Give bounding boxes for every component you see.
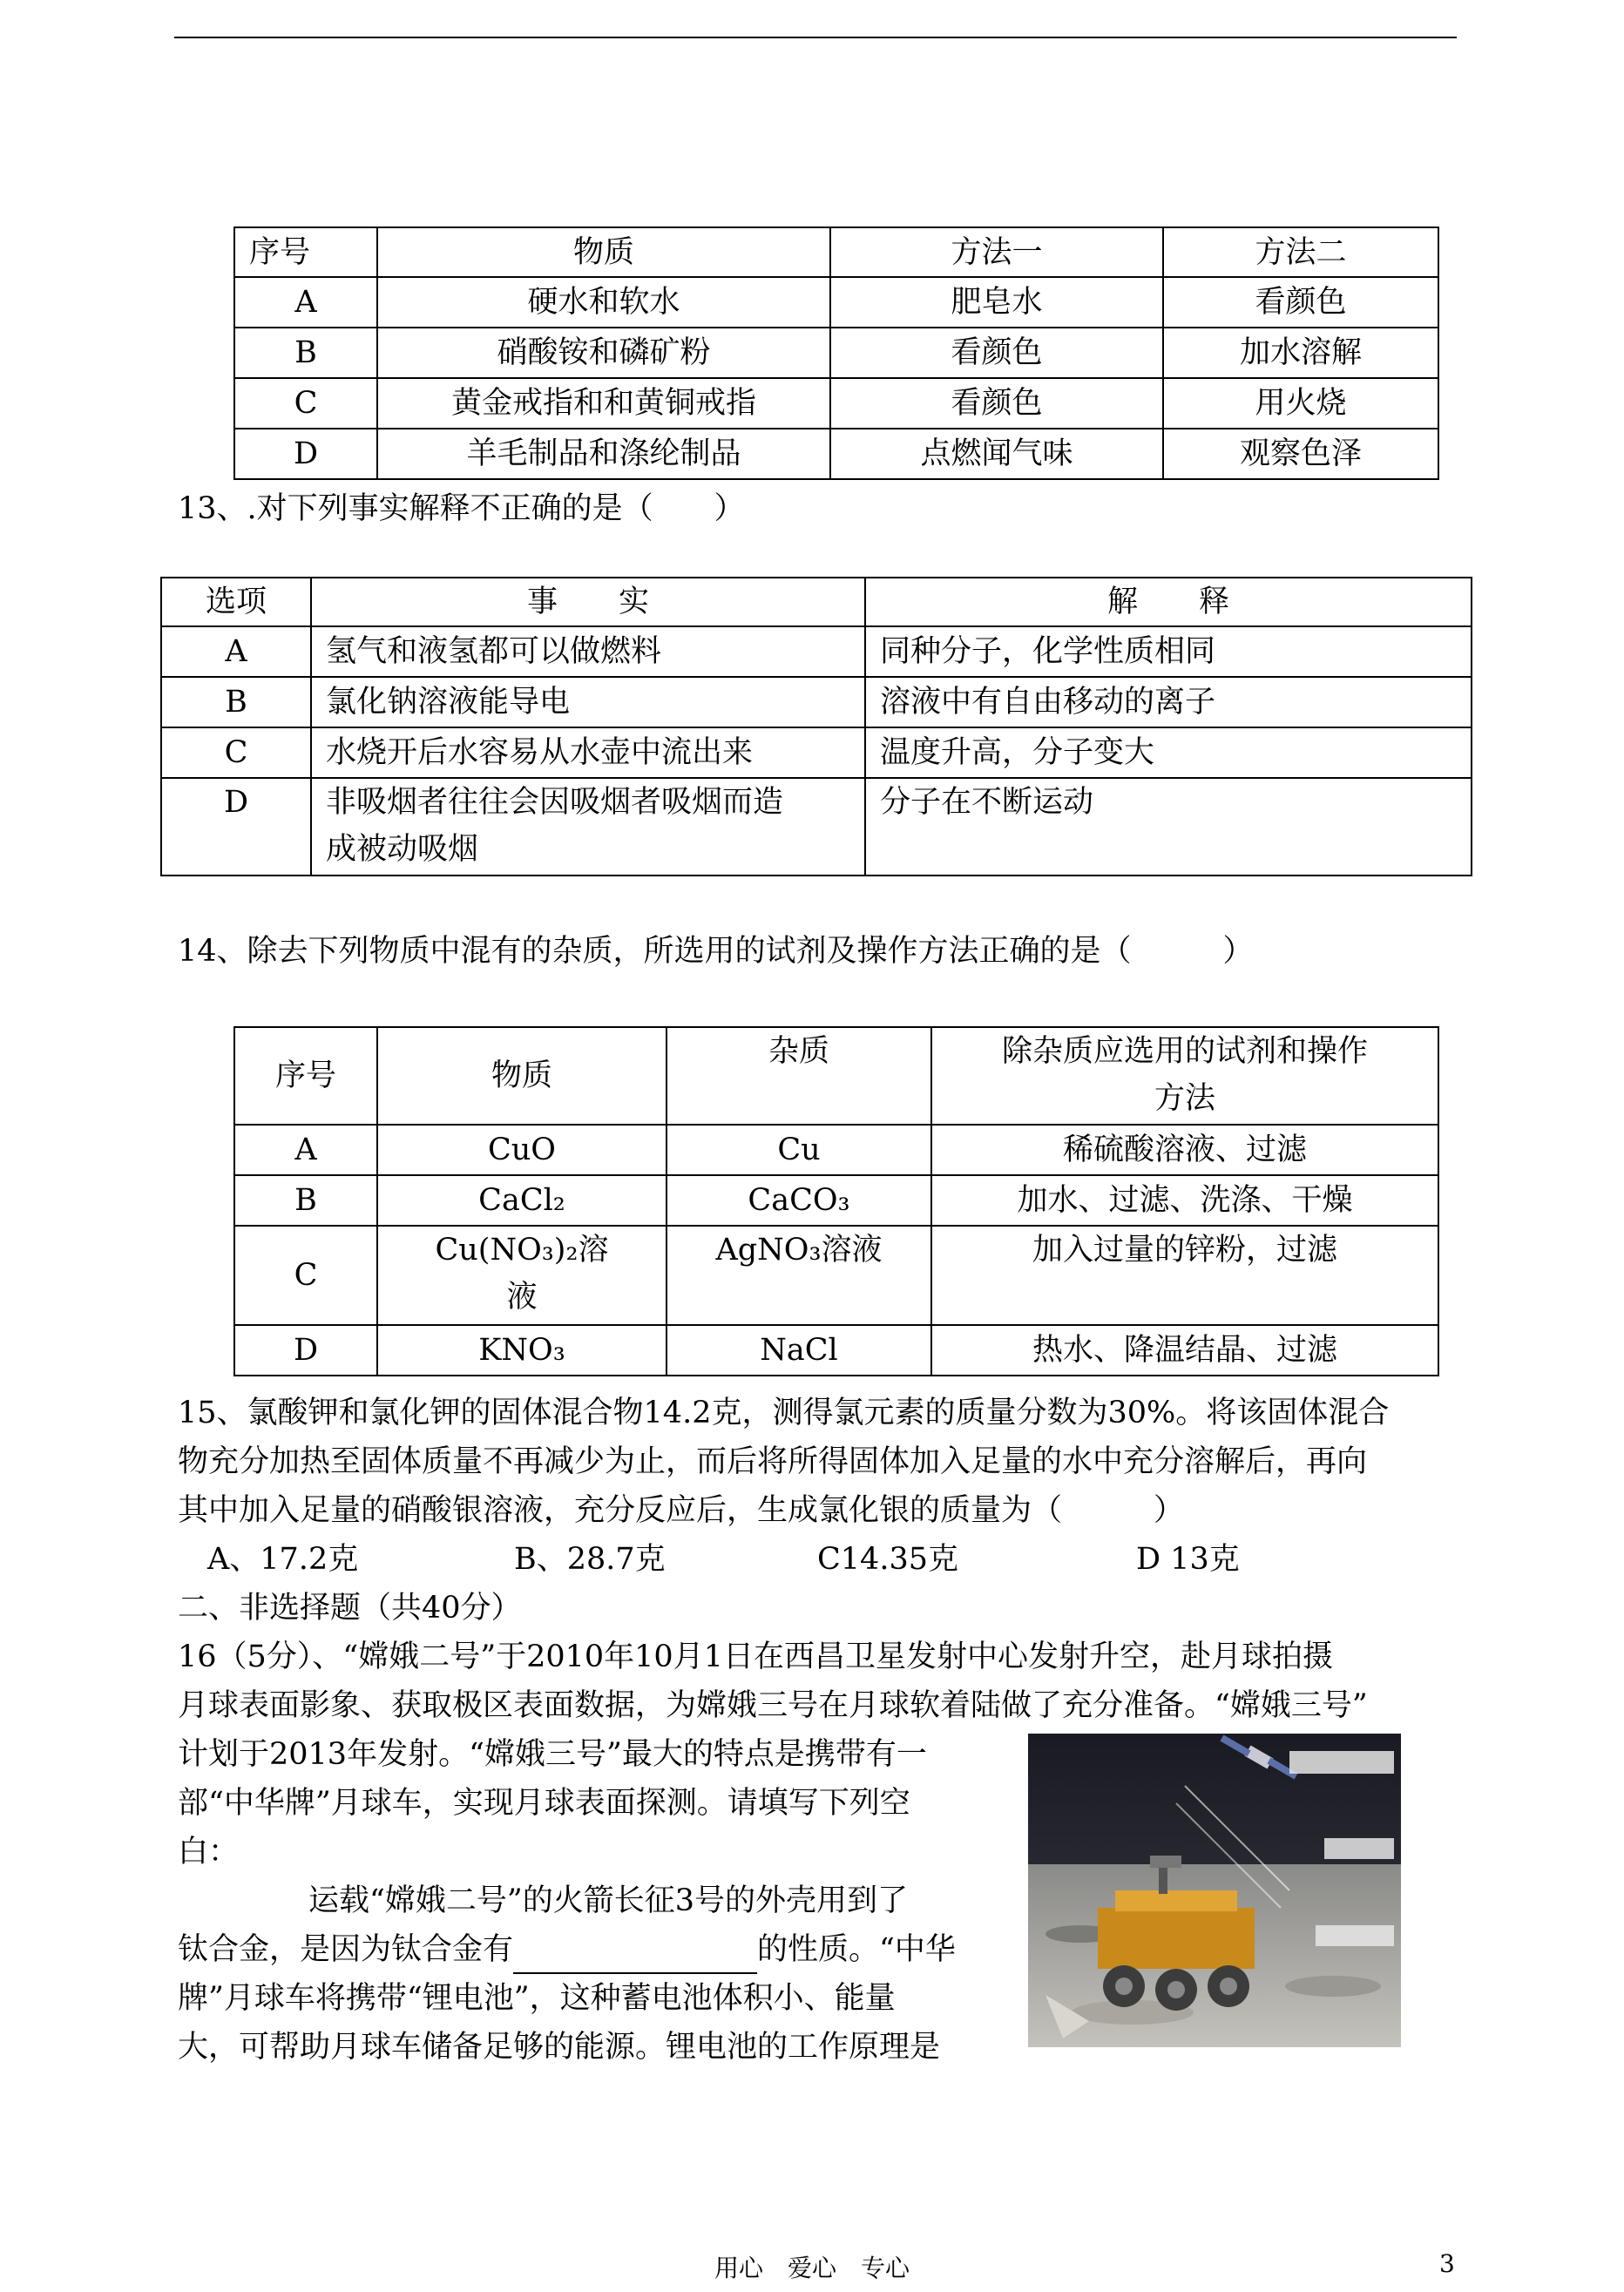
table-cell-line: 液 xyxy=(506,1280,538,1315)
q13-table xyxy=(160,577,1472,876)
header-cell: 杂质 xyxy=(667,1027,931,1125)
table-cell: C xyxy=(234,1226,377,1325)
q15-option-d: D 13克 xyxy=(1136,1542,1240,1577)
section-heading: 二、非选择题（共40分） xyxy=(178,1591,522,1626)
table-cell: 温度升高，分子变大 xyxy=(865,727,1472,778)
table-cell: 加水、过滤、洗涤、干燥 xyxy=(931,1175,1438,1226)
table-cell: A xyxy=(234,1125,377,1175)
table-cell: 羊毛制品和涤纶制品 xyxy=(377,429,830,479)
table-cell: 硝酸铵和磷矿粉 xyxy=(377,328,830,378)
header-cell: 方法二 xyxy=(1163,227,1438,277)
table-cell-line: Cu(NO₃)₂溶 xyxy=(435,1233,609,1268)
header-cell-line: 方法 xyxy=(1154,1081,1215,1116)
q15-option-b: B、28.7克 xyxy=(514,1542,666,1577)
table-cell: 看颜色 xyxy=(830,328,1163,378)
table-row xyxy=(234,429,1438,479)
table-row xyxy=(161,727,1472,778)
table-cell: C xyxy=(161,727,311,778)
q15-option-a: A、17.2克 xyxy=(207,1542,359,1577)
header-cell: 方法一 xyxy=(830,227,1163,277)
table-cell: A xyxy=(161,626,311,677)
q16-line: 月球表面影象、获取极区表面数据，为嫦娥三号在月球软着陆做了充分准备。“嫦娥三号” xyxy=(178,1688,1368,1723)
q15-line: 其中加入足量的硝酸银溶液，充分反应后，生成氯化银的质量为（ ） xyxy=(178,1493,1185,1528)
table-cell: 加入过量的锌粉，过滤 xyxy=(931,1226,1438,1325)
q13-stem: 13、.对下列事实解释不正确的是（ ） xyxy=(178,491,745,526)
page-footer: 用心 爱心 专心 xyxy=(714,2254,910,2282)
table-cell: 热水、降温结晶、过滤 xyxy=(931,1325,1438,1376)
table-cell: CaCO₃ xyxy=(667,1175,931,1226)
table-cell: 氯化钠溶液能导电 xyxy=(311,677,865,727)
table-row xyxy=(234,277,1438,328)
table-cell: NaCl xyxy=(667,1325,931,1376)
q16-line: 部“中华牌”月球车，实现月球表面探测。请填写下列空 xyxy=(178,1786,910,1821)
table-cell: KNO₃ xyxy=(377,1325,667,1376)
q15-line: 15、氯酸钾和氯化钾的固体混合物14.2克，测得氯元素的质量分数为30%。将该固体混合 xyxy=(178,1396,1390,1430)
header-cell: 序号 xyxy=(234,227,377,277)
q16-line: 大，可帮助月球车储备足够的能源。锂电池的工作原理是 xyxy=(178,2030,941,2065)
table-cell: 加水溶解 xyxy=(1163,328,1438,378)
q16-line: 16（5分）、“嫦娥二号”于2010年10月1日在西昌卫星发射中心发射升空，赴月球拍摄 xyxy=(178,1640,1333,1674)
table-row xyxy=(161,626,1472,677)
q16-line: 计划于2013年发射。“嫦娥三号”最大的特点是携带有一 xyxy=(178,1737,927,1772)
table-cell: C xyxy=(234,378,377,429)
table-cell: 分子在不断运动 xyxy=(865,778,1472,876)
table-cell: 硬水和软水 xyxy=(377,277,830,328)
table-cell: B xyxy=(234,328,377,378)
header-cell: 序号 xyxy=(234,1027,377,1125)
table-header-row xyxy=(234,1027,1438,1125)
q14-stem: 14、除去下列物质中混有的杂质，所选用的试剂及操作方法正确的是（ ） xyxy=(178,934,1254,969)
header-rule xyxy=(174,37,1457,38)
q16-text: 钛合金，是因为钛合金有 xyxy=(178,1932,514,1967)
table-cell: 看颜色 xyxy=(1163,277,1438,328)
table-row xyxy=(234,1175,1438,1226)
table-cell: A xyxy=(234,277,377,328)
q12-table xyxy=(233,226,1439,480)
table-header-row xyxy=(234,227,1438,277)
page-number: 3 xyxy=(1439,2249,1455,2278)
table-cell: CuO xyxy=(377,1125,667,1175)
table-cell: 水烧开后水容易从水壶中流出来 xyxy=(311,727,865,778)
table-cell: B xyxy=(161,677,311,727)
q16-line: 白： xyxy=(178,1835,240,1869)
table-cell: 点燃闻气味 xyxy=(830,429,1163,479)
table-row xyxy=(234,328,1438,378)
header-cell-line: 除杂质应选用的试剂和操作 xyxy=(1001,1034,1368,1069)
table-header-row xyxy=(161,578,1472,626)
table-row xyxy=(161,677,1472,727)
table-cell: 溶液中有自由移动的离子 xyxy=(865,677,1472,727)
table-cell: 黄金戒指和和黄铜戒指 xyxy=(377,378,830,429)
table-cell: AgNO₃溶液 xyxy=(667,1226,931,1325)
q14-table xyxy=(233,1026,1439,1376)
q16-text: 的性质。“中华 xyxy=(757,1932,956,1967)
table-cell: 肥皂水 xyxy=(830,277,1163,328)
table-cell-line: 成被动吸烟 xyxy=(326,832,479,867)
table-cell: 用火烧 xyxy=(1163,378,1438,429)
header-cell: 解 释 xyxy=(865,578,1472,626)
q16-line: 牌”月球车将携带“锂电池”，这种蓄电池体积小、能量 xyxy=(178,1981,896,2016)
table-cell: CaCl₂ xyxy=(377,1175,667,1226)
table-row xyxy=(234,378,1438,429)
table-row xyxy=(234,1325,1438,1376)
table-cell: 观察色泽 xyxy=(1163,429,1438,479)
table-cell: 氢气和液氢都可以做燃料 xyxy=(311,626,865,677)
table-cell-line: 非吸烟者往往会因吸烟者吸烟而造 xyxy=(326,785,784,820)
table-cell: 稀硫酸溶液、过滤 xyxy=(931,1125,1438,1175)
header-cell: 选项 xyxy=(161,578,311,626)
q15-option-c: C14.35克 xyxy=(817,1542,958,1577)
table-cell: B xyxy=(234,1175,377,1226)
answer-blank[interactable] xyxy=(513,1937,757,1974)
table-cell: D xyxy=(161,778,311,876)
header-cell: 物质 xyxy=(377,227,830,277)
header-cell: 物质 xyxy=(377,1027,667,1125)
table-row xyxy=(234,1125,1438,1175)
table-cell: D xyxy=(234,429,377,479)
q15-line: 物充分加热至固体质量不再减少为止，而后将所得固体加入足量的水中充分溶解后，再向 xyxy=(178,1444,1368,1479)
table-row xyxy=(161,778,1472,876)
table-cell: Cu xyxy=(667,1125,931,1175)
header-cell: 事 实 xyxy=(311,578,865,626)
table-cell: 看颜色 xyxy=(830,378,1163,429)
table-cell: 同种分子，化学性质相同 xyxy=(865,626,1472,677)
table-cell: D xyxy=(234,1325,377,1376)
table-row xyxy=(234,1226,1438,1325)
lunar-rover-image xyxy=(1028,1734,1401,2047)
q16-line-with-blank xyxy=(178,1925,956,1974)
q16-line: 运载“嫦娥二号”的火箭长征3号的外壳用到了 xyxy=(308,1883,909,1918)
